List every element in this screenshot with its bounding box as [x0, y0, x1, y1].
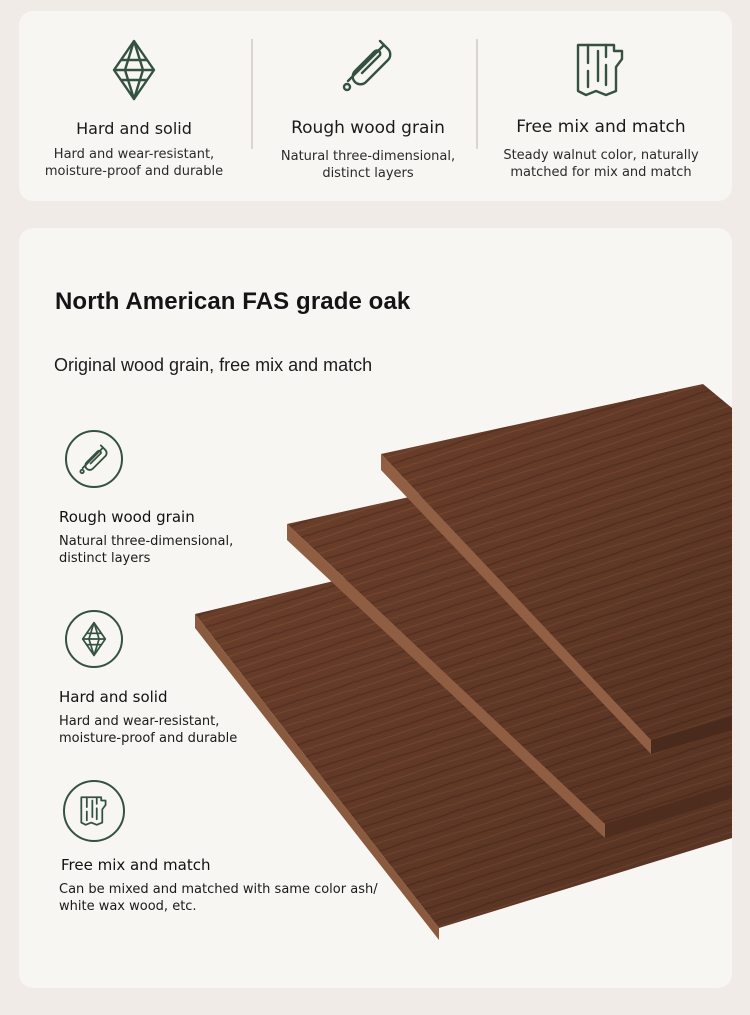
divider [476, 39, 478, 149]
side-feature-title: Rough wood grain [59, 508, 195, 526]
hero-title: North American FAS grade oak [55, 288, 411, 315]
side-feature-desc-line: Natural three-dimensional, [59, 534, 234, 549]
features-card [19, 11, 732, 201]
side-feature-desc-line: moisture-proof and durable [59, 731, 238, 746]
wood-grain-icon [65, 430, 123, 488]
diamond-icon [111, 39, 157, 101]
side-feature-title: Hard and solid [59, 688, 168, 706]
feature-desc-line: Natural three-dimensional, [280, 149, 456, 164]
feature-desc [485, 147, 717, 181]
feature-mix-match [485, 11, 717, 201]
wood-grain-icon [338, 35, 398, 95]
side-feature-desc-line: Can be mixed and matched with same color ash/ [59, 882, 378, 897]
feature-desc-line: matched for mix and match [510, 165, 692, 180]
feature-desc-line: Steady walnut color, naturally [503, 148, 699, 163]
feature-title: Rough wood grain [291, 118, 445, 138]
side-feature-desc [59, 881, 378, 915]
feature-title: Hard and solid [76, 119, 192, 138]
side-feature-desc-line: Hard and wear-resistant, [59, 714, 220, 729]
feature-hard-solid [29, 11, 239, 201]
feature-desc [259, 148, 477, 182]
side-feature-desc [59, 713, 237, 747]
side-feature-desc [59, 533, 233, 567]
diamond-icon [65, 610, 123, 668]
hero-subtitle: Original wood grain, free mix and match [54, 355, 373, 375]
feature-desc-line: Hard and wear-resistant, [53, 147, 215, 162]
feature-desc [29, 146, 239, 180]
divider [251, 39, 253, 149]
wood-boards-image [19, 228, 732, 988]
product-card [19, 228, 732, 988]
feature-title: Free mix and match [516, 117, 686, 137]
side-feature-title: Free mix and match [61, 856, 211, 874]
wood-block-icon [574, 41, 628, 99]
side-feature-desc-line: distinct layers [59, 551, 151, 566]
feature-desc-line: moisture-proof and durable [44, 164, 224, 179]
feature-wood-grain [259, 11, 477, 201]
wood-block-icon [63, 780, 125, 842]
feature-desc-line: distinct layers [322, 166, 414, 181]
side-feature-desc-line: white wax wood, etc. [59, 899, 197, 914]
